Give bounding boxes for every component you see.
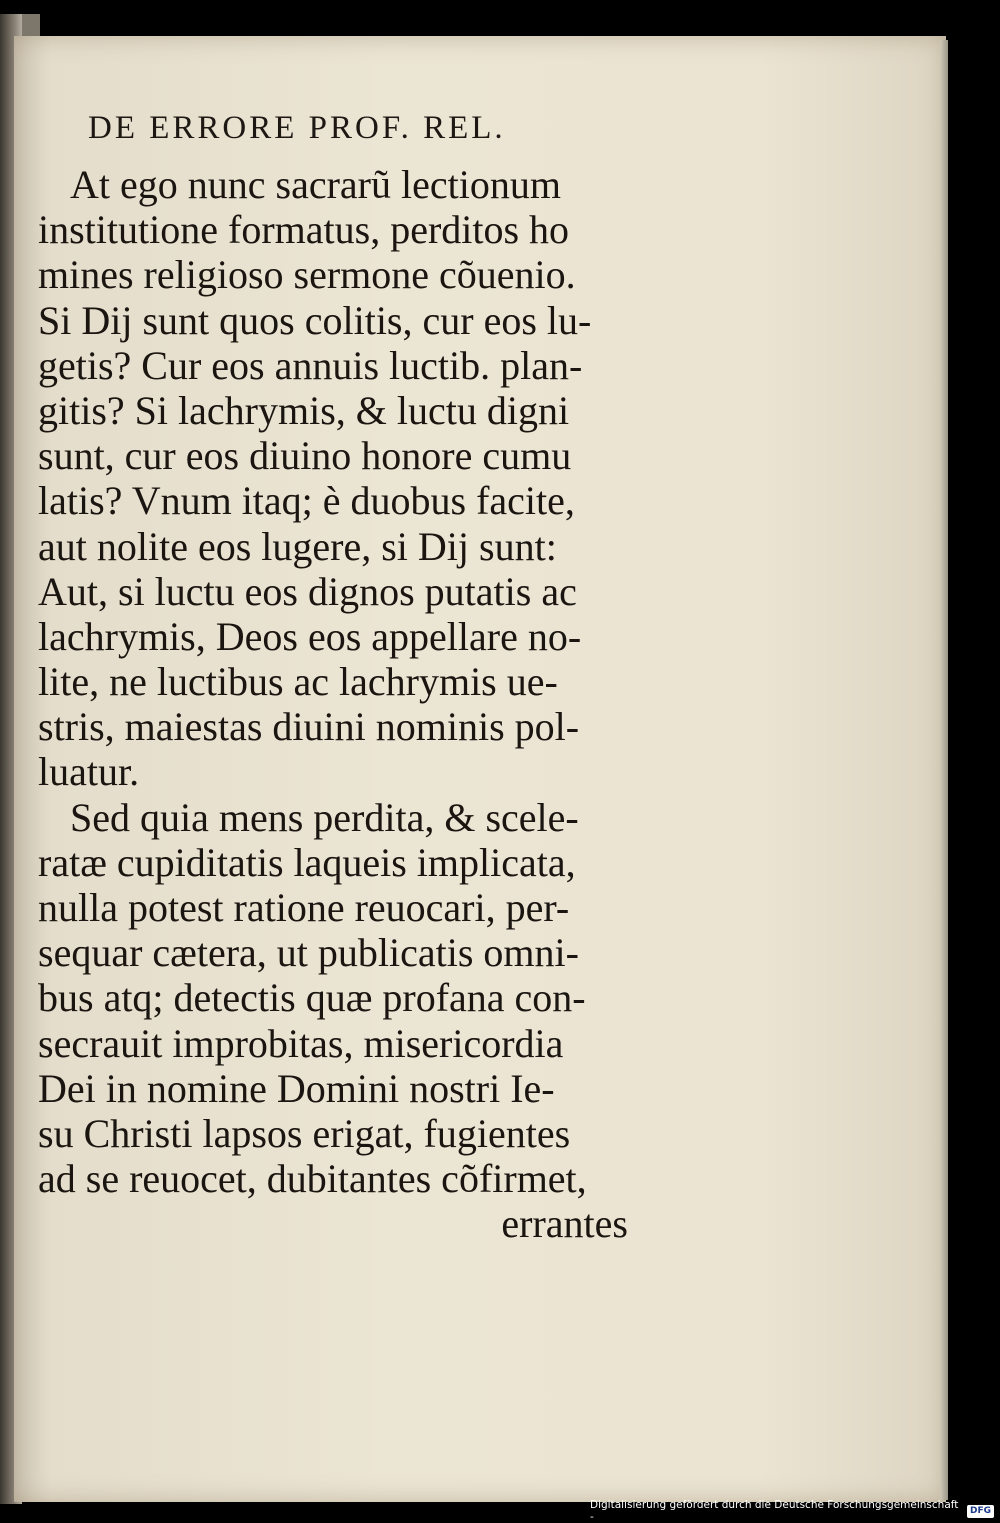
text-line: ratæ cupiditatis laqueis implicata,: [38, 839, 576, 885]
text-line: ad se reuocet, dubitantes cõfirmet,: [38, 1156, 587, 1202]
page-edge: [940, 40, 948, 1500]
text-line: Aut, si luctu eos dignos putatis ac: [38, 568, 577, 614]
text-line: Sed quia mens perdita, & scele-: [70, 794, 579, 840]
text-line: At ego nunc sacrarũ lectionum: [70, 162, 561, 207]
text-line: gitis? Si lachrymis, & luctu digni: [38, 387, 570, 433]
text-line: institutione formatus, perditos ho: [38, 207, 570, 253]
text-line: luatur.: [38, 749, 140, 795]
text-line: stris, maiestas diuini nominis pol-: [38, 704, 580, 750]
text-line: getis? Cur eos annuis luctib. plan-: [38, 342, 583, 388]
credit-text: Digitalisierung gefördert durch die Deutsche Forschungsgemeinschaft -: [590, 1499, 959, 1523]
running-head: DE ERRORE PROF. REL.: [88, 110, 506, 146]
text-line: lachrymis, Deos eos appellare no-: [38, 613, 582, 659]
text-line: bus atq; detectis quæ profana con-: [38, 975, 586, 1021]
text-line: aut nolite eos lugere, si Dij sunt:: [38, 523, 557, 569]
text-line: Dei in nomine Domini nostri Ie-: [38, 1065, 555, 1111]
body-text: [38, 162, 628, 1247]
text-line: su Christi lapsos erigat, fugientes: [38, 1110, 571, 1156]
text-line: lite, ne luctibus ac lachrymis ue-: [38, 659, 558, 705]
text-line: nulla potest ratione reuocari, per-: [38, 885, 570, 930]
text-line: sequar cætera, ut publicatis omni-: [38, 930, 579, 976]
text-line: Si Dij sunt quos colitis, cur eos lu-: [38, 297, 592, 343]
text-line: latis? Vnum itaq; è duobus facite,: [38, 478, 575, 524]
dfg-logo: DFG: [967, 1505, 994, 1518]
text-line: mines religioso sermone cõuenio.: [38, 252, 576, 298]
text-line: sunt, cur eos diuino honore cumu: [38, 433, 572, 479]
text-line: secrauit improbitas, misericordia: [38, 1020, 564, 1066]
catchword: errantes: [501, 1201, 628, 1247]
digitization-credit: [590, 1501, 1000, 1521]
